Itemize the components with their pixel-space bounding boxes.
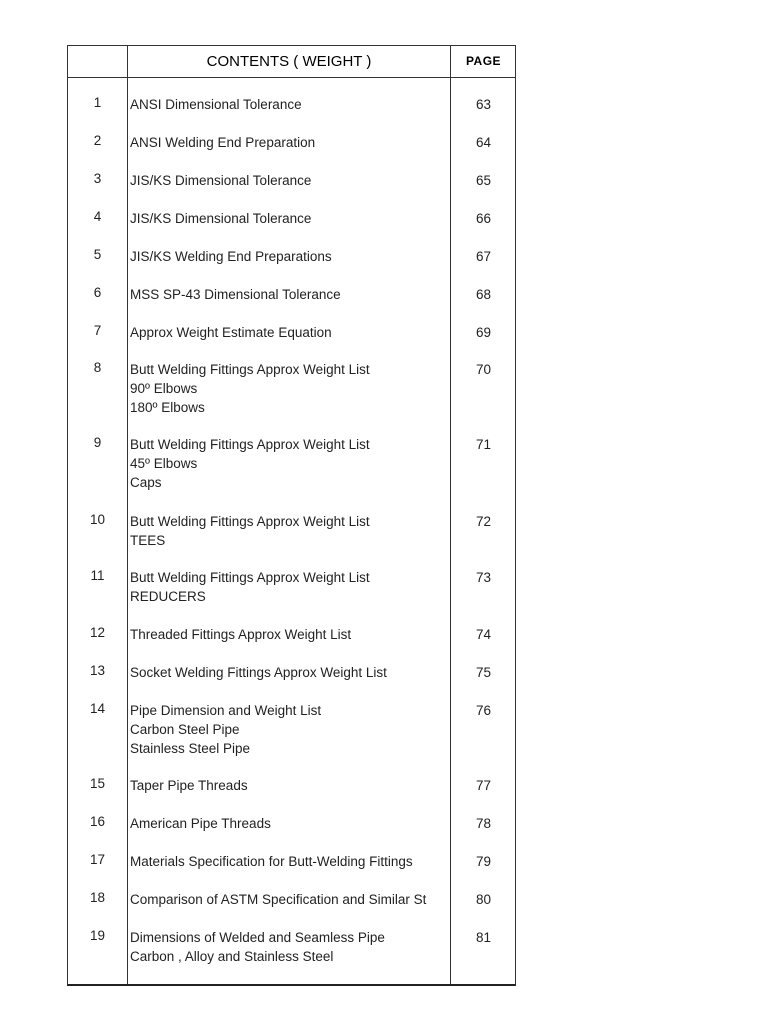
row-title: [130, 814, 450, 833]
row-page-number: 75: [475, 665, 492, 680]
contents-table: [67, 45, 516, 986]
row-title-line: TEES: [130, 533, 166, 548]
row-title-line: JIS/KS Welding End Preparations: [130, 249, 332, 264]
row-page-number: 72: [475, 514, 492, 529]
row-title-line: JIS/KS Dimensional Tolerance: [130, 173, 312, 188]
row-title: [130, 663, 450, 682]
column-divider: [127, 46, 128, 984]
row-number: 18: [89, 890, 106, 905]
row-title-line: MSS SP-43 Dimensional Tolerance: [130, 287, 341, 302]
row-page-number: 76: [475, 703, 492, 718]
row-number: 16: [89, 814, 106, 829]
row-number: 8: [93, 360, 102, 375]
row-title-line: REDUCERS: [130, 589, 206, 604]
row-title-line: JIS/KS Dimensional Tolerance: [130, 211, 312, 226]
row-number: 10: [89, 512, 106, 527]
row-number: 4: [93, 209, 102, 224]
row-title-line: Threaded Fittings Approx Weight List: [130, 627, 352, 642]
row-number: 13: [89, 663, 106, 678]
row-page-number: 77: [475, 778, 492, 793]
row-title: [130, 95, 450, 114]
row-page-number: 64: [475, 135, 492, 150]
row-page-number: 67: [475, 249, 492, 264]
row-number: 6: [93, 285, 102, 300]
row-number: 11: [90, 568, 105, 583]
row-title: [130, 701, 450, 758]
row-title: [130, 512, 450, 550]
row-title: [130, 285, 450, 304]
row-page-number: 80: [475, 892, 492, 907]
row-title-line: Materials Specification for Butt-Welding Fittings: [130, 854, 413, 869]
row-title: [130, 247, 450, 266]
row-page-number: 81: [475, 930, 492, 945]
row-page-number: 78: [475, 816, 492, 831]
row-title-line: Pipe Dimension and Weight List: [130, 703, 322, 718]
row-title-line: 45º Elbows: [130, 456, 198, 471]
row-title-line: Carbon Steel Pipe: [130, 722, 240, 737]
row-title: [130, 776, 450, 795]
row-title-line: Stainless Steel Pipe: [130, 741, 251, 756]
row-number: 2: [93, 133, 102, 148]
row-title-line: Approx Weight Estimate Equation: [130, 325, 332, 340]
row-title: [130, 209, 450, 228]
row-number: 14: [89, 701, 106, 716]
row-title-line: Butt Welding Fittings Approx Weight List: [130, 514, 370, 529]
row-page-number: 69: [475, 325, 492, 340]
row-number: 12: [89, 625, 106, 640]
row-number: 19: [89, 928, 106, 943]
row-title-line: 90º Elbows: [130, 381, 198, 396]
row-page-number: 66: [475, 211, 492, 226]
row-page-number: 71: [475, 437, 492, 452]
row-page-number: 68: [475, 287, 492, 302]
row-title: [130, 323, 450, 342]
row-title-line: Butt Welding Fittings Approx Weight List: [130, 570, 370, 585]
row-title-line: Taper Pipe Threads: [130, 778, 248, 793]
row-title-line: Butt Welding Fittings Approx Weight List: [130, 362, 370, 377]
row-title-line: Butt Welding Fittings Approx Weight List: [130, 437, 370, 452]
row-title-line: Comparison of ASTM Specification and Similar St: [130, 892, 427, 907]
row-page-number: 70: [475, 362, 492, 377]
row-page-number: 63: [475, 97, 492, 112]
header-contents: CONTENTS ( WEIGHT ): [206, 53, 372, 70]
row-title: [130, 133, 450, 152]
row-number: 9: [93, 435, 102, 450]
row-title: [130, 928, 450, 966]
row-title: [130, 890, 450, 909]
row-title-line: Caps: [130, 475, 162, 490]
row-title: [130, 171, 450, 190]
row-page-number: 73: [475, 570, 492, 585]
row-title-line: ANSI Welding End Preparation: [130, 135, 316, 150]
row-title-line: American Pipe Threads: [130, 816, 271, 831]
row-title-line: 180º Elbows: [130, 400, 205, 415]
row-number: 3: [93, 171, 102, 186]
row-title: [130, 360, 450, 417]
row-title: [130, 625, 450, 644]
header-divider: [68, 77, 515, 78]
header-page: PAGE: [465, 54, 502, 68]
row-page-number: 65: [475, 173, 492, 188]
row-number: 1: [93, 95, 102, 110]
row-title-line: Dimensions of Welded and Seamless Pipe: [130, 930, 385, 945]
row-title-line: Socket Welding Fittings Approx Weight List: [130, 665, 387, 680]
row-number: 5: [93, 247, 102, 262]
row-page-number: 79: [475, 854, 492, 869]
row-number: 17: [89, 852, 106, 867]
row-title: [130, 852, 450, 871]
row-title: [130, 435, 450, 492]
row-title: [130, 568, 450, 606]
row-number: 7: [93, 323, 102, 338]
row-number: 15: [89, 776, 106, 791]
row-title-line: Carbon , Alloy and Stainless Steel: [130, 949, 334, 964]
row-title-line: ANSI Dimensional Tolerance: [130, 97, 302, 112]
row-page-number: 74: [475, 627, 492, 642]
